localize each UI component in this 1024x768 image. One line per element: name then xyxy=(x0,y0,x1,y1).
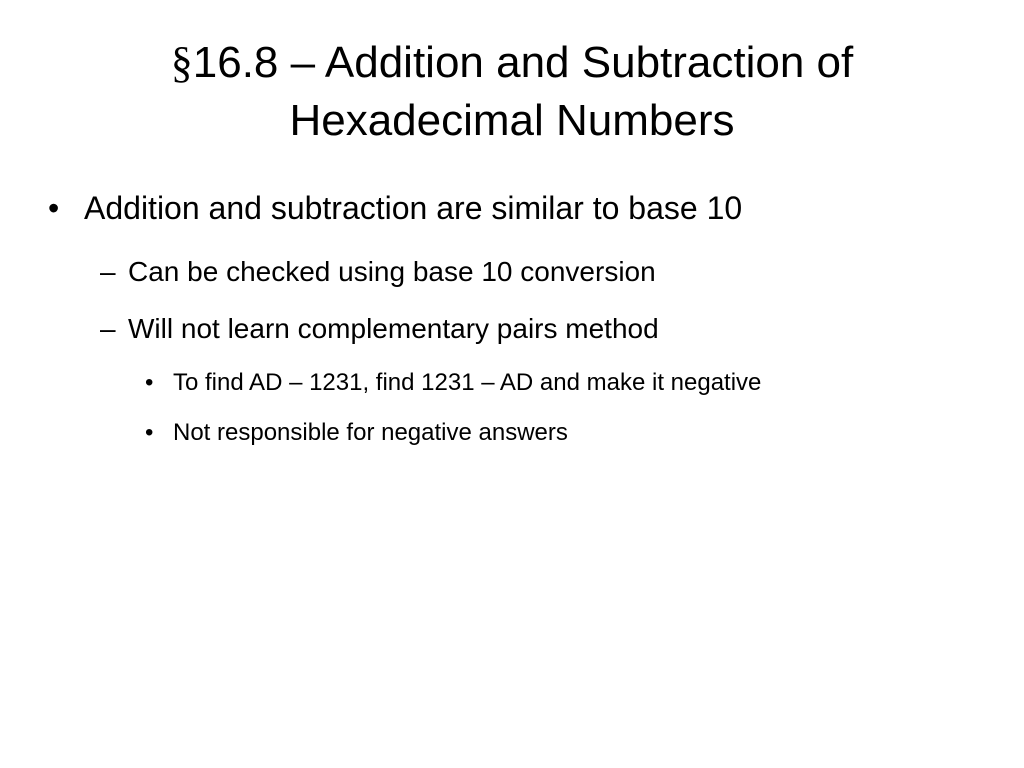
bullet-marker: • xyxy=(48,190,60,226)
bullet-text: To find AD – 1231, find 1231 – AD and make it negative xyxy=(173,369,762,396)
bullet-text: Not responsible for negative answers xyxy=(173,419,568,446)
title-line-2: Hexadecimal Numbers xyxy=(289,96,735,145)
dash-marker: – xyxy=(100,256,116,287)
bullet-marker: • xyxy=(145,369,154,396)
section-sign: § xyxy=(170,38,193,87)
title-line-1 xyxy=(40,34,984,92)
bullet-text: Will not learn complementary pairs method xyxy=(128,313,659,344)
bullet-text: Addition and subtraction are similar to base 10 xyxy=(84,190,743,226)
bullet-marker: • xyxy=(145,419,154,446)
bullet-text: Can be checked using base 10 conversion xyxy=(128,256,656,287)
slide-title xyxy=(40,34,984,150)
dash-marker: – xyxy=(100,313,116,344)
title-line-1-text: 16.8 – Addition and Subtraction of xyxy=(192,38,854,87)
